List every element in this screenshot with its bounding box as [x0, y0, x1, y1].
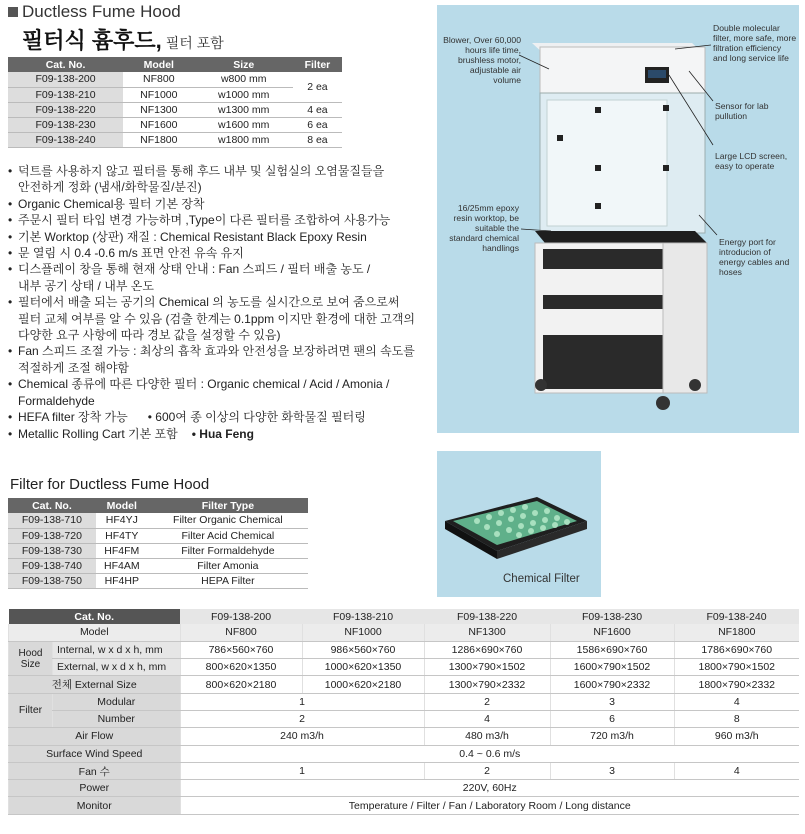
table-row: F09-138-710 HF4YJ Filter Organic Chemical	[8, 513, 308, 528]
page-title-en: Ductless Fume Hood	[22, 2, 181, 21]
table-row: Monitor Temperature / Filter / Fan / Laboratory Room / Long distance	[9, 797, 800, 814]
title-bullet-square	[8, 7, 18, 17]
table-row: Power 220V, 60Hz	[9, 780, 800, 797]
list-item: • 문 열림 시 0.4 -0.6 m/s 표면 안전 유속 유지	[8, 245, 428, 261]
list-item: • 주문시 필터 타입 변경 가능하며 ,Type이 다른 필터를 조합하여 사용가능	[8, 212, 428, 228]
table-row: F09-138-200 NF800 w800 mm 2 ea	[8, 72, 342, 87]
table-row: F09-138-210 NF1000 w1000 mm	[8, 87, 342, 102]
list-item: 다양한 요구 사항에 따라 경보 값을 설정할 수 있음)	[18, 328, 281, 343]
feature-list	[8, 163, 428, 442]
col-filter: Filter	[293, 57, 342, 72]
list-item: Formaldehyde	[18, 393, 95, 408]
col-filter-type: Filter Type	[148, 498, 308, 513]
table-row: Number 2 4 6 8	[9, 710, 800, 727]
title-kr-sub: 필터 포함	[165, 35, 224, 51]
col-cat: Cat. No.	[8, 57, 123, 72]
table-row: External, w x d x h, mm 800×620×1350 1000×620×1350 1300×790×1502 1600×790×1502 1800×790×1502	[9, 659, 800, 676]
list-item: • Organic Chemical용 필터 기본 장착	[8, 196, 428, 212]
table-row: F09-138-720 HF4TY Filter Acid Chemical	[8, 528, 308, 543]
filter-merged-cell: 2 ea	[293, 72, 342, 102]
col-size: Size	[195, 57, 293, 72]
list-item: • 필터에서 배출 되는 공기의 Chemical 의 농도를 실시간으로 보여 줌으로써	[8, 294, 428, 310]
list-item: • Metallic Rolling Cart 기본 포함 • Hua Feng	[8, 426, 428, 442]
chemical-filter-caption: Chemical Filter	[503, 573, 580, 585]
blower-annotation: Blower, Over 60,000 hours life time, brushless motor, adjustable air volume	[443, 35, 521, 85]
page-title-kr	[22, 24, 224, 55]
col-cat: Cat. No.	[8, 498, 96, 513]
filter-annotation: Double molecular filter, more safe, more filtration efficiency and long service life	[713, 23, 797, 63]
chemical-filter-photo	[437, 451, 601, 597]
filter-table	[8, 498, 308, 589]
list-item: • 덕트를 사용하지 않고 필터를 통해 후드 내부 및 실험실의 오염물질들을	[8, 163, 428, 179]
table-row: F09-138-230 NF1600 w1600 mm 6 ea	[8, 117, 342, 132]
list-item: 필터 교체 여부를 알 수 있음 (검출 한계는 0.1ppm 이지만 환경에 대한 고객의	[18, 311, 416, 326]
table-row: Air Flow 240 m3/h 480 m3/h 720 m3/h 960 m3/h	[9, 728, 800, 745]
list-item-inline: • 600여 종 이상의 다양한 화학물질 필터링	[147, 410, 366, 425]
worktop-annotation: 16/25mm epoxy resin worktop, be suitable the standard chemical handlings	[449, 203, 519, 253]
table-row: Filter Modular 1 2 3 4	[9, 693, 800, 710]
table-row: F09-138-740 HF4AM Filter Amonia	[8, 558, 308, 573]
table-row: F09-138-730 HF4FM Filter Formaldehyde	[8, 543, 308, 558]
title-kr-main: 필터식 흄후드,	[22, 28, 162, 53]
list-item: • HEFA filter 장착 가능 • 600여 종 이상의 다양한 화학물질 필터링	[8, 409, 428, 425]
col-model: Model	[123, 57, 195, 72]
list-item: 안전하게 정화 (냄새/화학물질/분진)	[18, 180, 202, 195]
brand-name: • Hua Feng	[191, 426, 254, 441]
table-row: Surface Wind Speed 0.4 ~ 0.6 m/s	[9, 745, 800, 762]
fume-hood-photo	[437, 5, 799, 433]
spec-cat-label: Cat. No.	[9, 609, 181, 624]
list-item: • Chemical 종류에 따른 다양한 필터 : Organic chemical / Acid / Amonia /	[8, 376, 428, 392]
list-item: • Fan 스피드 조절 가능 : 최상의 흡착 효과와 안전성을 보장하려면 팬의 속도를	[8, 343, 428, 359]
list-item: 내부 공기 상태 / 내부 온도	[18, 278, 154, 293]
sensor-annotation: Sensor for lab pullution	[715, 101, 769, 121]
energy-annotation: Energy port for introducion of energy cables and hoses	[719, 237, 790, 277]
table-row: Hood Size Internal, w x d x h, mm 786×560×760 986×560×760 1286×690×760 1586×690×760 1786×690×760	[9, 641, 800, 658]
table-row: Fan 수 1 2 3 4	[9, 762, 800, 779]
filter-section-title: Filter for Ductless Fume Hood	[10, 476, 210, 493]
table-row: 전체 External Size 800×620×2180 1000×620×2180 1300×790×2332 1600×790×2332 1800×790×2332	[9, 676, 800, 693]
list-item: 적절하게 조절 해야함	[18, 360, 129, 375]
table-row: F09-138-240 NF1800 w1800 mm 8 ea	[8, 132, 342, 147]
spec-table: Cat. No. F09-138-200 F09-138-210 F09-138-220 F09-138-230 F09-138-240 Model NF800 NF1000 NF1300 NF1600 NF1800 Hood Size Internal, w x d x h, mm 786×560×760 986×560×760 1286×690×760 1586×690×760 1786×690×760 External, w x d x h, mm 800×620×1350 1000×620×1350 1300×790×1502 1600×790×1502 1800×790×1502 전체 External Size 800×620×2180 1000×620×2180 1300×790×2332 1600×790×2332 1800×790×2332 Filter Modular 1 2 3 4 Number 2 4 6 8 Air Flow 240 m3/h 480 m3/h 720 m3/h 960 m3/h Surface Wind Speed 0.4 ~ 0.6 m/s Fan 수 1 2 3 4 Power 220V, 60Hz Monitor Temperature / Filter / Fan / Laboratory Room / Long distance	[8, 609, 799, 815]
table-row: Model NF800 NF1000 NF1300 NF1600 NF1800	[9, 624, 800, 641]
list-item: • 디스플레이 창을 통해 현재 상태 안내 : Fan 스피드 / 필터 배출 농도 /	[8, 261, 428, 277]
table-row: F09-138-750 HF4HP HEPA Filter	[8, 573, 308, 588]
table-row: F09-138-220 NF1300 w1300 mm 4 ea	[8, 102, 342, 117]
models-table	[8, 57, 342, 148]
list-item: • 기본 Worktop (상판) 재질 : Chemical Resistant Black Epoxy Resin	[8, 229, 428, 245]
col-model: Model	[96, 498, 148, 513]
lcd-annotation: Large LCD screen, easy to operate	[715, 151, 788, 171]
